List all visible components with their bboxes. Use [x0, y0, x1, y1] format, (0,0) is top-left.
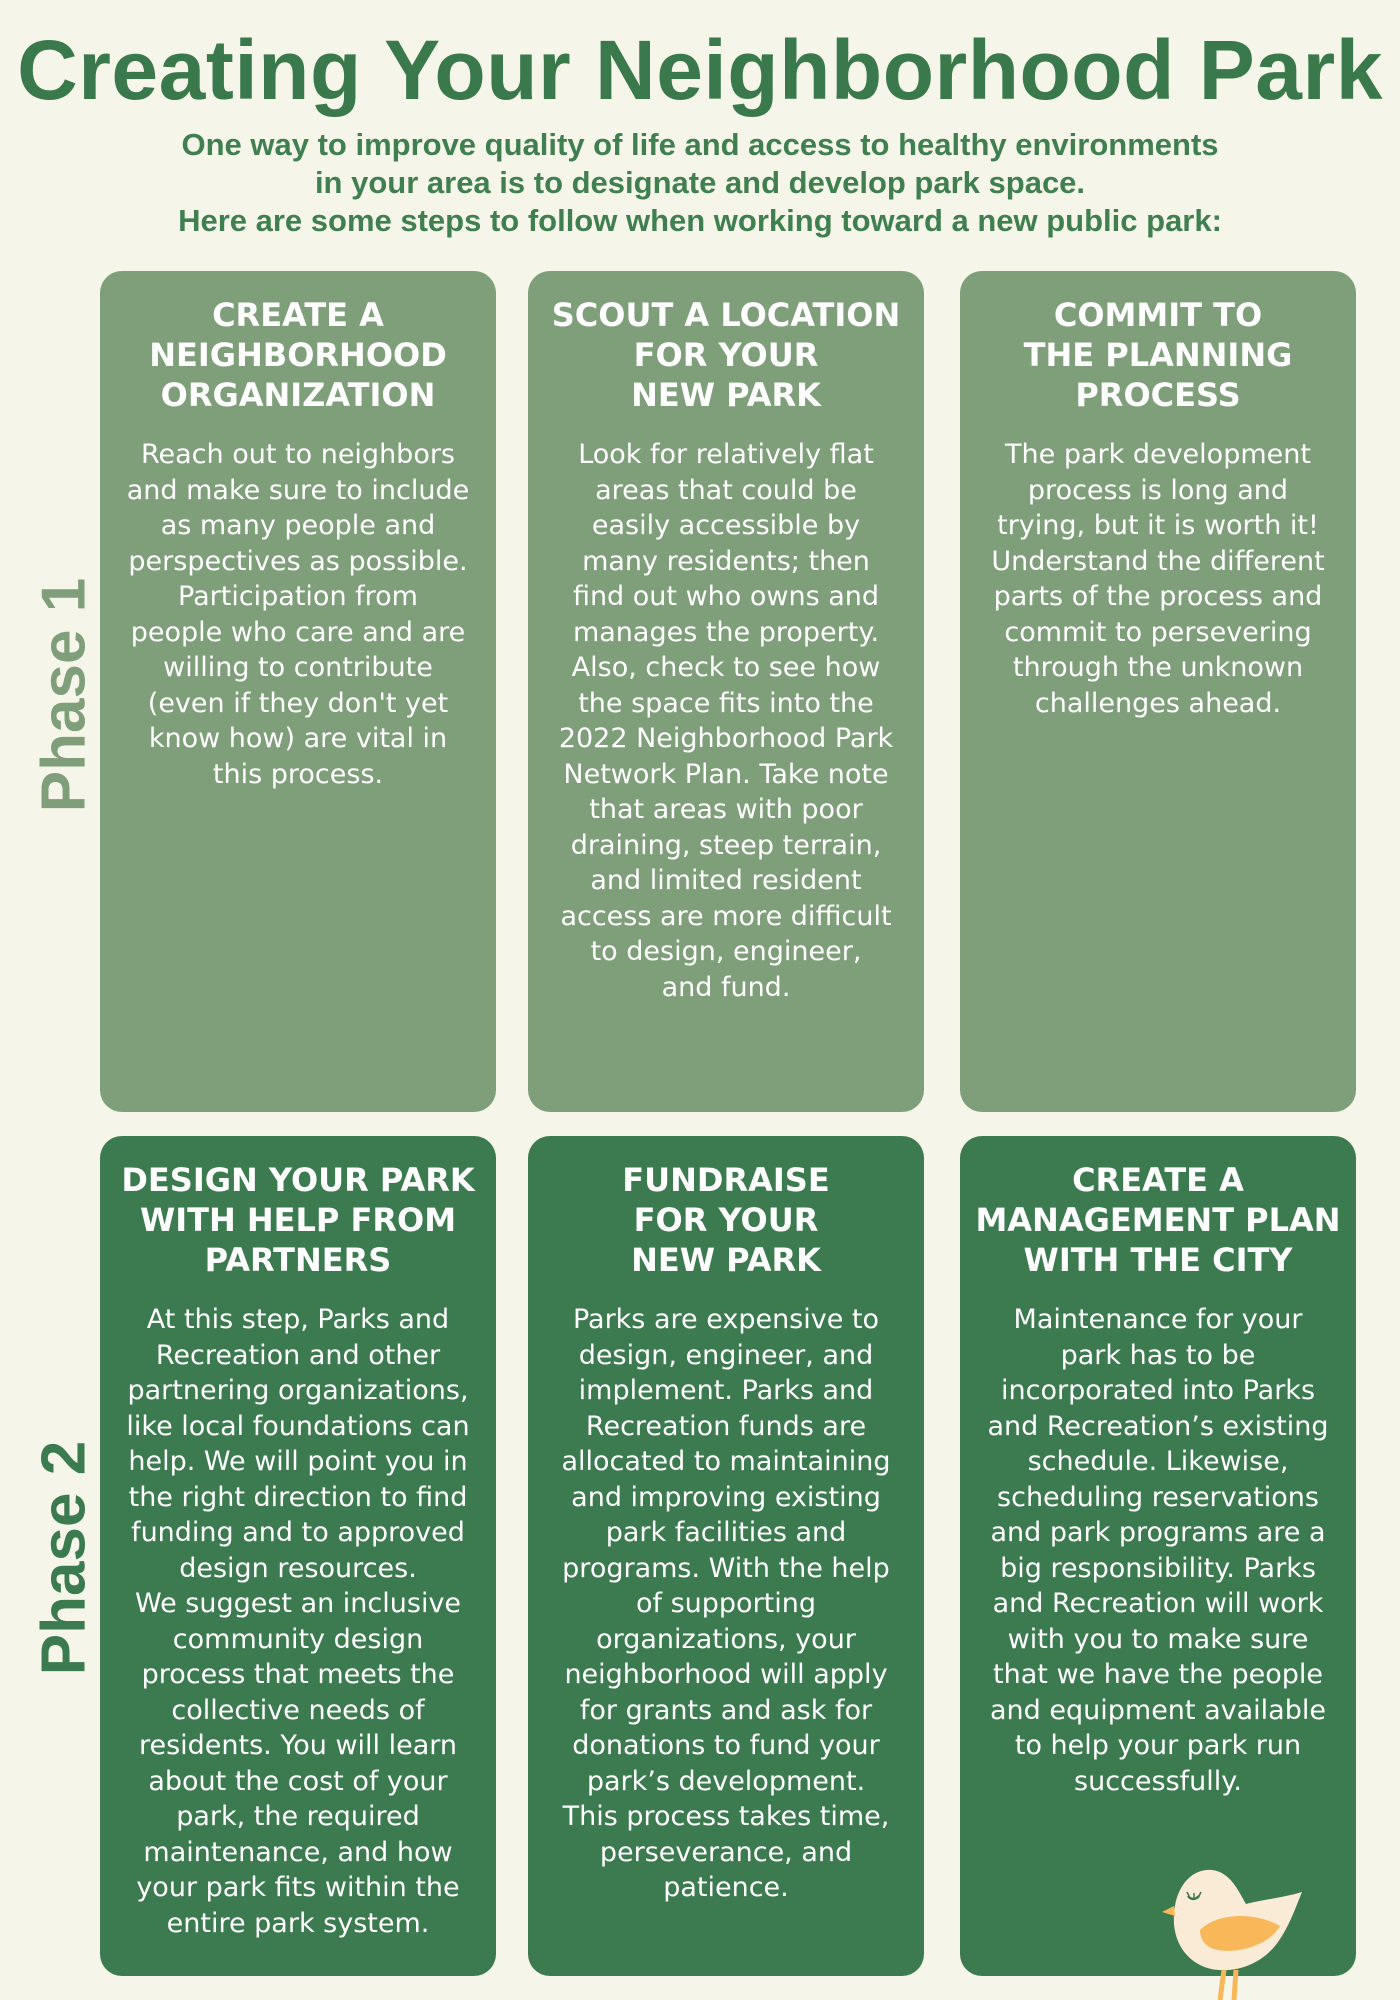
step-card-fundraise: [528, 1136, 924, 1976]
step-card-scout-location: [528, 271, 924, 1112]
bird-legs: [1220, 1970, 1236, 2000]
bird-illustration: [1160, 1846, 1320, 2000]
step-description: Parks are expensive to design, engineer, and implement. Parks and Recreation funds are allocated to maintaining and improving existing park facilities and programs. With the help of supporting organizations, your neighborhood will apply for grants and ask for donations to fund your park’s development. This process takes time, perseverance, and patience.: [561, 1304, 891, 1903]
step-title: DESIGN YOUR PARK WITH HELP FROM PARTNERS: [121, 1161, 475, 1279]
phase-1-label: Phase 1: [29, 577, 99, 813]
step-card-design-park: [100, 1136, 496, 1976]
step-card-create-organization: [100, 271, 496, 1112]
step-description: Maintenance for your park has to be incorporated into Parks and Recreation’s existing schedule. Likewise, scheduling reservations and park programs are a big responsibility. Parks and Recreation will work with you to make sure that we have the people and equipment available to help your park run successfully.: [987, 1304, 1329, 1797]
step-card-commit-planning: [960, 271, 1356, 1112]
step-title: CREATE A NEIGHBORHOOD ORGANIZATION: [149, 296, 447, 414]
step-description: At this step, Parks and Recreation and other partnering organizations, like local foundations can help. We will point you in the right direction to find funding and to approved design resources. We suggest an inclusive community design process that meets the collective needs of residents. You will learn about the cost of your park, the required maintenance, and how your park fits within the entire park system.: [126, 1304, 470, 1939]
phase-2-label: Phase 2: [29, 1440, 99, 1676]
step-description: The park development process is long and trying, but it is worth it! Understand the different parts of the process and commit to persevering through the unknown challenges ahead.: [991, 439, 1325, 719]
step-description: Look for relatively flat areas that could be easily accessible by many residents; then find out who owns and manages the property. Also, check to see how the space fits into the 2022 Neighborhood Park Network Plan. Take note that areas with poor draining, steep terrain, and limited resident access are more difficult to design, engineer, and fund.: [558, 439, 894, 1003]
step-title: CREATE A MANAGEMENT PLAN WITH THE CITY: [975, 1161, 1341, 1279]
step-title: SCOUT A LOCATION FOR YOUR NEW PARK: [551, 296, 901, 414]
intro-text: [60, 126, 1340, 240]
step-title: COMMIT TO THE PLANNING PROCESS: [1023, 296, 1293, 414]
intro-line: Here are some steps to follow when working toward a new public park:: [178, 203, 1222, 238]
intro-line: One way to improve quality of life and access to healthy environments: [181, 127, 1219, 162]
intro-line: in your area is to designate and develop park space.: [314, 165, 1086, 200]
step-title: FUNDRAISE FOR YOUR NEW PARK: [622, 1161, 830, 1279]
bird-beak: [1162, 1906, 1175, 1916]
step-description: Reach out to neighbors and make sure to include as many people and perspectives as possible. Participation from people who care and are willing to contribute (even if they don't yet know how) are vital in this process.: [126, 439, 470, 790]
page-title: Creating Your Neighborhood Park: [17, 23, 1383, 117]
